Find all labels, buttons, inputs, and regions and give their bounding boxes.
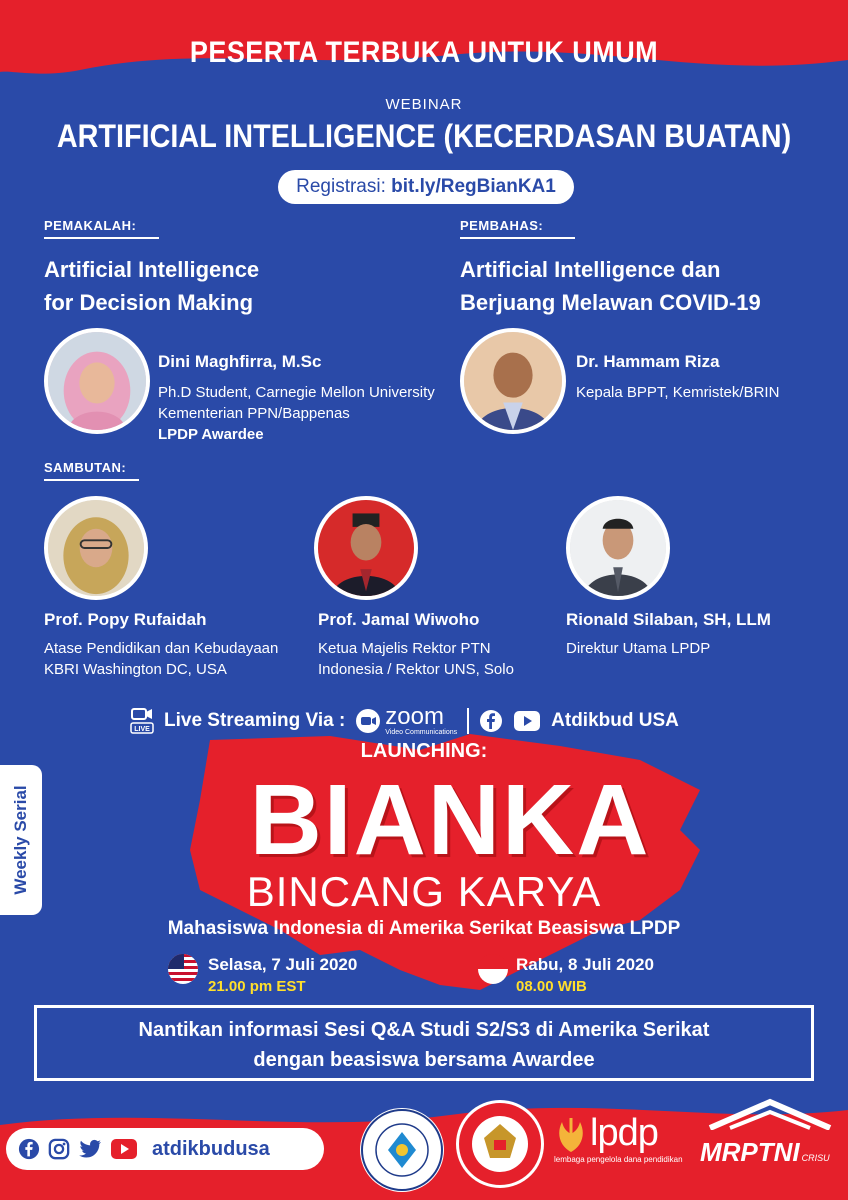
bianka-brand: BIANKA xyxy=(249,764,651,876)
us-schedule xyxy=(208,954,357,998)
hammam-name: Dr. Hammam Riza xyxy=(576,352,720,371)
jamal-name: Prof. Jamal Wiwoho xyxy=(318,610,480,629)
lpdp-flame-icon xyxy=(554,1114,588,1154)
launching-label: LAUNCHING: xyxy=(360,740,488,762)
zoom-logo[interactable] xyxy=(355,705,457,736)
jamal-photo xyxy=(314,496,418,600)
social-handle-pill[interactable] xyxy=(6,1128,324,1170)
rionald-desc: Direktur Utama LPDP xyxy=(566,640,711,657)
channel-name: Atdikbud USA xyxy=(551,709,679,731)
id-schedule xyxy=(516,954,654,998)
jamal-desc xyxy=(318,638,514,680)
weekly-serial-tab xyxy=(0,765,42,915)
event-type: WEBINAR xyxy=(385,96,463,113)
us-time: 21.00 pm EST xyxy=(208,978,306,995)
pembahas-label: PEMBAHAS: xyxy=(460,218,575,239)
pembahas-topic xyxy=(460,253,761,319)
qa-info-line1: Nantikan informasi Sesi Q&A Studi S2/S3 di Amerika Serikat xyxy=(138,1019,710,1041)
rionald-name: Rionald Silaban, SH, LLM xyxy=(566,610,771,629)
qa-info-box xyxy=(34,1005,814,1081)
dini-desc-line3: LPDP Awardee xyxy=(158,426,264,443)
youtube-icon[interactable] xyxy=(513,710,541,732)
id-date: Rabu, 8 Juli 2020 xyxy=(516,955,654,974)
webinar-title: ARTIFICIAL INTELLIGENCE (KECERDASAN BUATAN) xyxy=(56,118,792,154)
registration-url[interactable]: bit.ly/RegBianKA1 xyxy=(391,176,556,197)
registration-link[interactable] xyxy=(278,170,574,204)
popy-desc xyxy=(44,638,278,680)
instagram-icon[interactable] xyxy=(48,1138,70,1160)
pemakalah-topic xyxy=(44,253,259,319)
live-streaming-row xyxy=(130,705,679,736)
atdikbud-seal-logo xyxy=(360,1108,444,1192)
rionald-photo xyxy=(566,496,670,600)
zoom-label: zoom xyxy=(385,703,444,730)
mrptni-logo xyxy=(700,1098,840,1168)
indonesia-flag-icon xyxy=(478,954,510,984)
popy-desc-line1: Atase Pendidikan dan Kebudayaan xyxy=(44,640,279,657)
jamal-desc-line1: Ketua Majelis Rektor PTN xyxy=(318,640,491,657)
popy-name: Prof. Popy Rufaidah xyxy=(44,610,207,629)
social-handle: atdikbudusa xyxy=(152,1137,270,1160)
pembahas-topic-line1: Artificial Intelligence dan xyxy=(460,257,721,282)
bincang-karya-subtitle: BINCANG KARYA xyxy=(246,868,602,915)
zoom-icon xyxy=(355,708,381,734)
zoom-sub: Video Communications xyxy=(385,729,458,736)
dini-photo xyxy=(44,328,150,434)
lpdp-logo xyxy=(554,1112,683,1164)
divider xyxy=(467,708,469,734)
registration-label: Registrasi: xyxy=(296,176,386,197)
live-streaming-label: Live Streaming Via : xyxy=(164,709,346,731)
us-date: Selasa, 7 Juli 2020 xyxy=(208,955,358,974)
mrptni-sub: CRISU xyxy=(801,1153,830,1163)
pemakalah-topic-line1: Artificial Intelligence xyxy=(44,257,260,282)
youtube-icon[interactable] xyxy=(110,1138,138,1160)
embassy-seal-logo xyxy=(456,1100,544,1188)
pembahas-topic-line2: Berjuang Melawan COVID-19 xyxy=(460,290,761,315)
weekly-serial-label: Weekly Serial xyxy=(11,785,30,895)
dini-desc-line1: Ph.D Student, Carnegie Mellon University xyxy=(158,384,435,401)
dini-desc xyxy=(158,382,435,445)
pemakalah-label: PEMAKALAH: xyxy=(44,218,159,239)
hammam-desc: Kepala BPPT, Kemristek/BRIN xyxy=(576,384,780,401)
sambutan-label: SAMBUTAN: xyxy=(44,460,139,481)
jamal-desc-line2: Indonesia / Rektor UNS, Solo xyxy=(318,661,514,678)
facebook-icon[interactable] xyxy=(18,1138,40,1160)
mrptni-roof-icon xyxy=(700,1098,840,1130)
qa-info-line2: dengan beasiswa bersama Awardee xyxy=(253,1049,595,1071)
live-badge: LIVE xyxy=(134,725,150,733)
us-flag-icon xyxy=(168,954,204,984)
open-to-public-banner: PESERTA TERBUKA UNTUK UMUM xyxy=(189,36,659,69)
tagline: Mahasiswa Indonesia di Amerika Serikat Beasiswa LPDP xyxy=(167,918,681,939)
popy-photo xyxy=(44,496,148,600)
id-time: 08.00 WIB xyxy=(516,978,587,995)
lpdp-subtitle: lembaga pengelola dana pendidikan xyxy=(554,1155,683,1164)
dini-name: Dini Maghfirra, M.Sc xyxy=(158,352,322,371)
lpdp-label: lpdp xyxy=(590,1112,658,1154)
hammam-photo xyxy=(460,328,566,434)
popy-desc-line2: KBRI Washington DC, USA xyxy=(44,661,227,678)
twitter-icon[interactable] xyxy=(78,1138,102,1160)
pemakalah-topic-line2: for Decision Making xyxy=(44,290,254,315)
mrptni-label: MRPTNI xyxy=(700,1137,800,1167)
dini-desc-line2: Kementerian PPN/Bappenas xyxy=(158,405,350,422)
facebook-icon[interactable] xyxy=(479,709,503,733)
live-camera-icon xyxy=(130,707,154,735)
